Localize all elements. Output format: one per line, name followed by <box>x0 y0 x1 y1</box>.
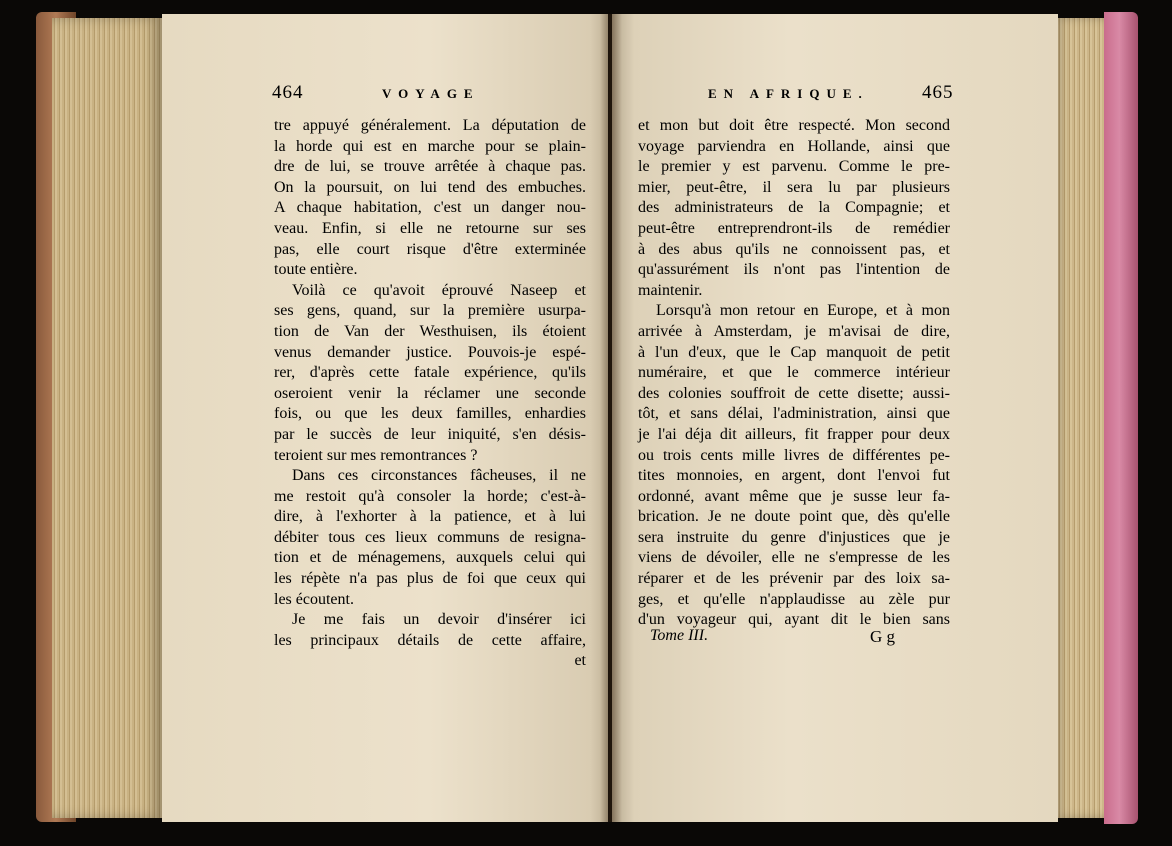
text-line: la horde qui est en marche pour se plain- <box>274 137 586 155</box>
text-line: venus demander justice. Pouvois-je espé- <box>274 343 586 361</box>
signature-mark: G g <box>870 627 896 646</box>
text-line: je l'ai déja dit ailleurs, fit frapper pour deux <box>638 425 950 443</box>
right-page-number: 465 <box>922 82 954 103</box>
right-cover <box>1104 12 1138 824</box>
text-line: viens de dévoiler, elle ne s'empresse de les <box>638 549 950 567</box>
text-line: à l'un d'eux, que le Cap manquoit de petit <box>638 343 950 361</box>
text-line: Dans ces circonstances fâcheuses, il ne <box>292 467 586 485</box>
left-page-text <box>274 116 586 672</box>
text-line: tôt, et sans délai, l'administration, ainsi que <box>638 405 950 423</box>
text-line: les répète n'a pas plus de foi que ceux qui <box>274 570 586 588</box>
text-line: On la poursuit, on lui tend des embuches. <box>274 178 586 196</box>
text-line: teroient sur mes remontrances ? <box>274 446 478 464</box>
text-line: le premier y est parvenu. Comme le pre- <box>638 158 950 176</box>
text-line: peut-être entreprendront-ils de remédier <box>638 219 950 237</box>
text-line: les principaux détails de cette affaire, <box>274 631 586 649</box>
text-line: brication. Je ne doute point que, dès qu'elle <box>638 508 950 526</box>
text-line: maintenir. <box>638 281 703 299</box>
left-page-number: 464 <box>272 82 304 103</box>
text-line: ses gens, quand, sur la première usurpa- <box>274 302 586 320</box>
text-line: A chaque habitation, c'est un danger nou- <box>274 199 586 217</box>
text-line: Voilà ce qu'avoit éprouvé Naseep et <box>292 281 586 299</box>
text-line: ges, et qu'elle n'applaudisse au zèle pur <box>638 590 950 608</box>
text-line: qu'assurément ils n'ont pas l'intention de <box>638 261 950 279</box>
text-line: oseroient venir la réclamer une seconde <box>274 384 586 402</box>
text-line: toute entière. <box>274 261 358 279</box>
text-line: dre de lui, se trouve arrêtée à chaque pas. <box>274 158 586 176</box>
text-line: d'un voyageur qui, ayant dit le bien sans <box>638 611 950 629</box>
text-line: mier, peut-être, il sera lu par plusieurs <box>638 178 950 196</box>
text-line: à des abus qu'ils ne connoissent pas, et <box>638 240 950 258</box>
text-line: voyage parviendra en Hollande, ainsi que <box>638 137 950 155</box>
right-page-edges <box>1052 18 1108 818</box>
text-line: les écoutent. <box>274 590 354 608</box>
text-line: des administrateurs de la Compagnie; et <box>638 199 950 217</box>
left-running-head: VOYAGE <box>382 86 480 101</box>
volume-footer: Tome III. <box>650 627 709 644</box>
text-line: rer, d'après cette fatale expérience, qu'ils <box>274 364 586 382</box>
catchword: et <box>574 652 586 670</box>
left-page-edges <box>52 18 164 818</box>
book-gutter <box>600 14 622 822</box>
text-line: tion de Van der Westhuisen, ils étoient <box>274 322 586 340</box>
text-line: réparer et de les prévenir par des loix sa- <box>638 570 950 588</box>
text-line: Je me fais un devoir d'insérer ici <box>292 611 586 629</box>
text-line: arrivée à Amsterdam, je m'avisai de dire, <box>638 322 950 340</box>
text-line: dire, à l'exhorter à la patience, et à lui <box>274 508 586 526</box>
text-line: sera instruite du genre d'injustices que je <box>638 528 950 546</box>
text-line: par le succès de leur iniquité, s'en désis- <box>274 425 586 443</box>
text-line: tre appuyé généralement. La députation de <box>274 117 586 134</box>
text-line: ordonné, avant même que je susse leur fa- <box>638 487 950 505</box>
right-running-head: EN AFRIQUE. <box>708 86 869 101</box>
text-line: me restoit qu'à consoler la horde; c'est-à- <box>274 487 586 505</box>
text-line: des colonies souffroit de cette disette; aussi- <box>638 384 950 402</box>
text-line: pas, elle court risque d'être exterminée <box>274 240 586 258</box>
text-line: débiter tous ces lieux communs de resigna- <box>274 528 586 546</box>
text-line: numéraire, et que le commerce intérieur <box>638 364 950 382</box>
text-line: fois, ou que les deux familles, enhardies <box>274 405 586 423</box>
text-line: ou trois cents mille livres de différentes pe- <box>638 446 950 464</box>
text-line: tites monnoies, en argent, dont l'envoi fut <box>638 467 950 485</box>
text-line: veau. Enfin, si elle ne retourne sur ses <box>274 219 586 237</box>
text-line: tion et de ménagemens, auxquels celui qui <box>274 549 586 567</box>
text-line: et mon but doit être respecté. Mon second <box>638 117 950 134</box>
right-page-text <box>638 116 950 631</box>
text-line: Lorsqu'à mon retour en Europe, et à mon <box>656 302 950 320</box>
